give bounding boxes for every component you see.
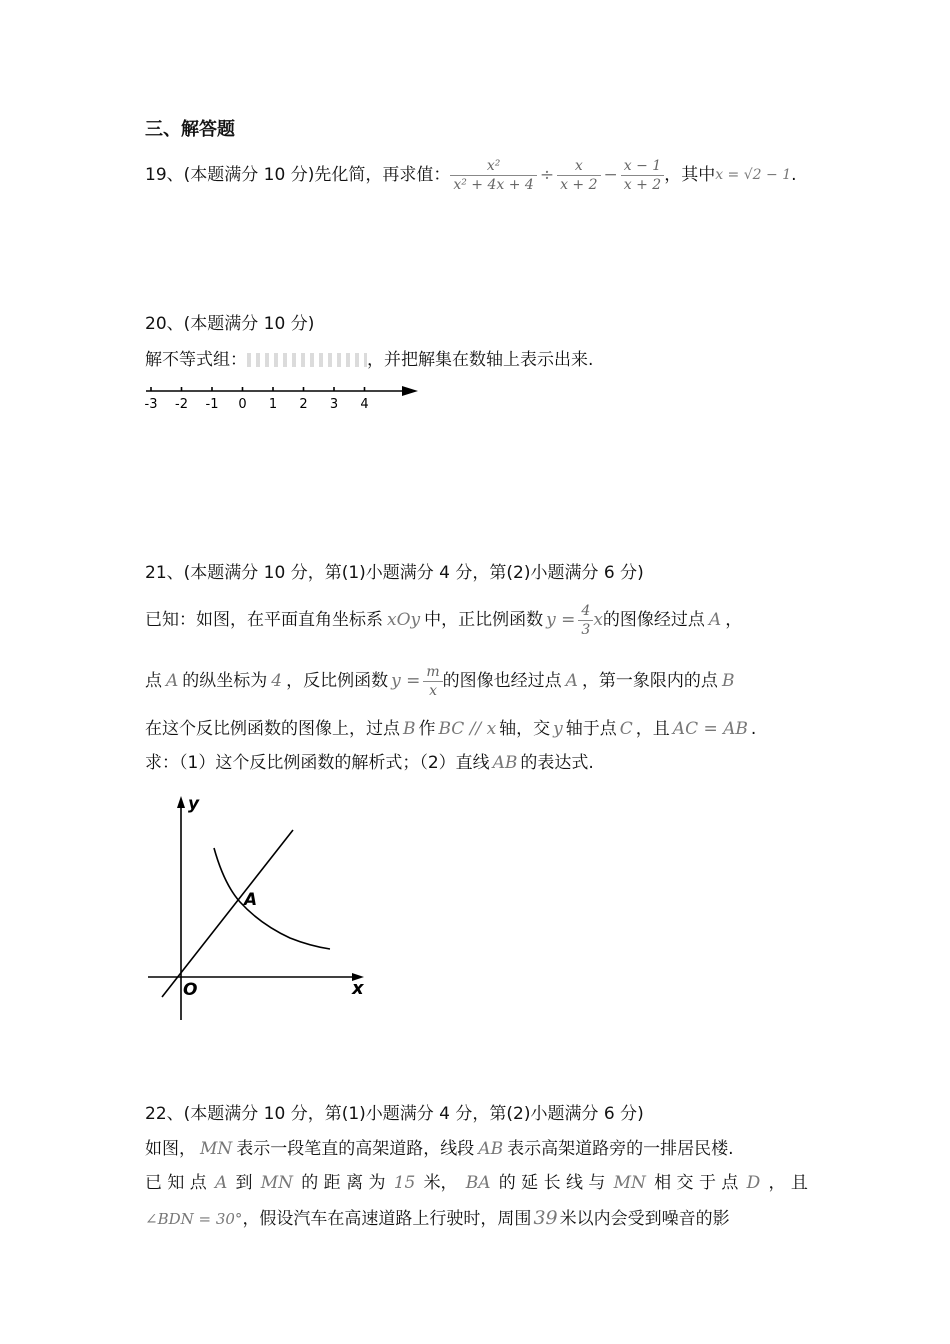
q20-line-b: ，并把解集在数轴上表示出来. (367, 350, 594, 370)
q21-inverse-num: m (423, 663, 442, 682)
q21-l3g: 轴于点 (565, 719, 617, 739)
q21-l2d: 4 (271, 671, 283, 691)
q21-l1f: 的图像经过点 (602, 610, 705, 630)
q21-line-3 (145, 718, 756, 740)
q19-f1-denominator: x² + 4x + 4 (453, 176, 534, 193)
q22-l3a: ∠BDN = 30° (145, 1210, 243, 1228)
q22-l2j: MN (613, 1173, 646, 1193)
q21-l2e: ，反比例函数 (286, 671, 389, 691)
q21-slope-den: 3 (581, 621, 591, 638)
q21-inverse-den: x (429, 682, 437, 699)
number-line-label: 1 (268, 397, 278, 412)
number-line-label: -2 (175, 397, 188, 412)
hyperbola-curve (214, 848, 330, 949)
q21-figure (140, 792, 380, 1024)
q22-l2f: 15 (393, 1173, 416, 1193)
q20-statement (145, 349, 593, 371)
q21-l3c: 作 (418, 719, 436, 739)
q21-l3k: . (750, 719, 757, 739)
fig-y-label: y (188, 794, 200, 814)
q22-l1a: 如图， (145, 1139, 196, 1159)
fig-origin-label: O (183, 980, 198, 1000)
q22-l1b: MN (200, 1139, 233, 1159)
q21-l2g: 的图像也经过点 (442, 671, 562, 691)
number-line-label: 3 (329, 397, 339, 412)
q19-prefix: 19、(本题满分 10 分)先化简，再求值： (145, 165, 451, 185)
q22-header: 22、(本题满分 10 分，第(1)小题满分 4 分，第(2)小题满分 6 分) (145, 1104, 644, 1124)
q21-l1h: ， (725, 610, 743, 630)
q21-l1b: xOy (387, 610, 421, 630)
number-line-label: -3 (144, 397, 158, 412)
fig-x-label: x (352, 978, 364, 999)
q19-f3-denominator: x + 2 (623, 176, 662, 193)
q22-l2a: 已 知 点 (145, 1173, 207, 1193)
q21-header: 21、(本题满分 10 分，第(1)小题满分 4 分，第(2)小题满分 6 分) (145, 563, 644, 583)
q21-l2j: B (721, 671, 735, 691)
q19-condition: x = √2 − 1 (715, 167, 792, 183)
q19-f1-numerator: x² (450, 157, 536, 176)
q21-l2a: 点 (145, 671, 162, 691)
q20-line-a: 解不等式组： (145, 350, 247, 370)
q21-l2c: 的纵坐标为 (182, 671, 268, 691)
q21-slope-num: 4 (578, 602, 593, 621)
q21-line-1 (145, 598, 742, 642)
q22-l2i: 的 延 长 线 与 (498, 1173, 606, 1193)
section-title: 三、解答题 (145, 119, 235, 140)
q22-l2e: 的 距 离 为 (301, 1173, 386, 1193)
q22-l3b: ，假设汽车在高速道路上行驶时，周围 (242, 1209, 532, 1229)
q21-l1g: A (708, 610, 722, 630)
q22-l3c: 39 (533, 1207, 558, 1229)
q21-line-4 (145, 752, 594, 774)
q19-mid: ，其中 (664, 165, 716, 185)
q22-l2d: MN (260, 1173, 294, 1193)
q21-l3i: ，且 (635, 719, 670, 739)
q22-l1e: 表示高架道路旁的一排居民楼. (507, 1139, 734, 1159)
q19-f2-denominator: x + 2 (560, 176, 598, 193)
q22-line-3 (145, 1207, 730, 1230)
number-line-label: 2 (299, 397, 308, 412)
number-line-label: 4 (360, 397, 369, 412)
q22-l2c: 到 (235, 1173, 253, 1193)
q19-fraction-2 (557, 157, 600, 194)
q22-l2g: 米， (423, 1173, 458, 1193)
q21-l4a: 求：（1）这个反比例函数的解析式；（2）直线 (145, 753, 490, 773)
q21-l2b: A (166, 671, 179, 691)
q21-l2i: ，第一象限内的点 (581, 671, 718, 691)
number-line (140, 380, 430, 414)
q19-f2-numerator: x (557, 157, 600, 176)
q21-line-2 (145, 658, 738, 704)
q21-l3h: C (619, 719, 633, 739)
q21-l1a: 已知：如图，在平面直角坐标系 (145, 610, 383, 630)
q21-l1c: 中，正比例函数 (424, 610, 544, 630)
q19-fraction-1 (450, 157, 536, 194)
number-line-arrow (402, 386, 418, 396)
q20-header: 20、(本题满分 10 分) (145, 314, 315, 334)
q22-l2m: ， 且 (768, 1173, 808, 1193)
q22-l2h: BA (465, 1173, 491, 1193)
q21-slope-fraction (578, 602, 593, 639)
q22-l2k: 相 交 于 点 (654, 1173, 739, 1193)
fig-point-a-label: A (244, 890, 258, 910)
y-axis-arrow (177, 796, 185, 808)
q21-l2h: A (565, 671, 578, 691)
q19-f3-numerator: x − 1 (621, 157, 664, 176)
q22-l3d: 米以内会受到噪音的影 (559, 1209, 730, 1229)
inequality-system-image (247, 353, 367, 367)
q21-l3j: AC = AB (672, 719, 748, 739)
q21-l4b: AB (492, 753, 518, 773)
number-line-label: 0 (238, 397, 247, 412)
q21-l1e: x (593, 610, 603, 630)
q21-l3f: y (553, 719, 563, 739)
q22-line-2 (145, 1172, 808, 1194)
q21-l4c: 的表达式. (520, 753, 594, 773)
q21-l3a: 在这个反比例函数的图像上，过点 (145, 719, 400, 739)
q22-l1d: AB (478, 1139, 504, 1159)
question-19 (145, 150, 797, 200)
q19-end: . (791, 165, 797, 185)
q21-l2f: y = (391, 671, 421, 691)
q19-divide-op: ÷ (539, 165, 555, 185)
q21-l1d: y = (546, 610, 576, 630)
q21-l3b: B (403, 719, 416, 739)
number-line-label: -1 (205, 397, 219, 412)
q19-minus-op: − (603, 165, 618, 185)
q22-l1c: 表示一段笔直的高架道路，线段 (236, 1139, 475, 1159)
q19-fraction-3 (621, 157, 664, 194)
q21-l3e: 轴，交 (499, 719, 551, 739)
q21-inverse-fraction (423, 663, 442, 700)
q22-line-1 (145, 1138, 733, 1160)
q22-l2b: A (215, 1173, 228, 1193)
q21-l3d: BC // x (438, 719, 497, 739)
q22-l2l: D (746, 1173, 761, 1193)
